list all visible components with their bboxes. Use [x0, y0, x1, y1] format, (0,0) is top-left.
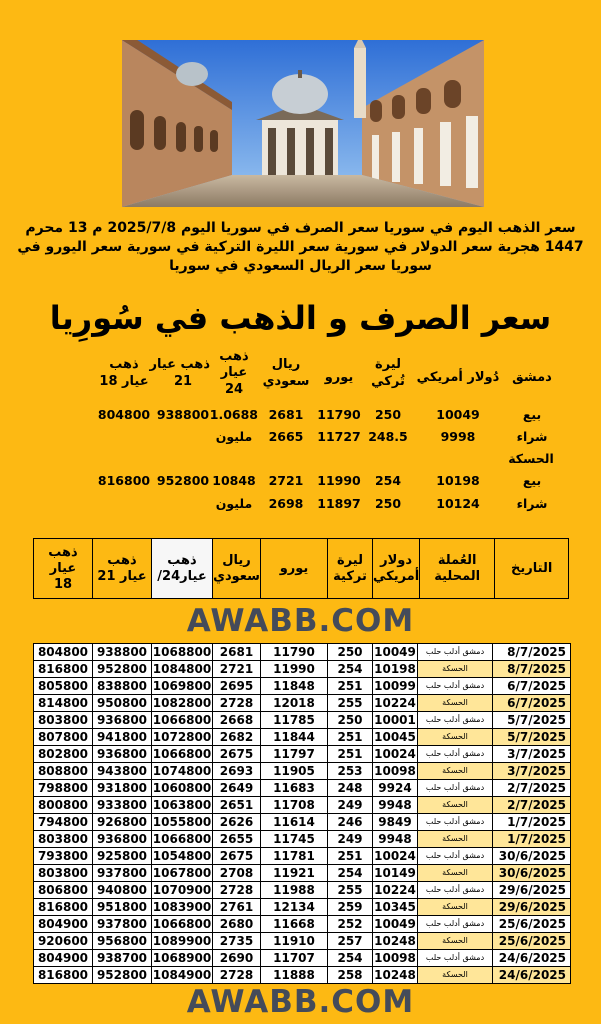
has-sell-eur: 11990: [317, 473, 361, 488]
cell-date: 30/6/2025: [493, 865, 571, 882]
table-row: [34, 729, 571, 746]
price-history-table: [33, 643, 571, 984]
cell-try: 250: [328, 712, 373, 729]
cell-date: 8/7/2025: [493, 661, 571, 678]
cell-usd: 10198: [374, 662, 416, 676]
cell-g21: 952800: [93, 967, 152, 984]
cell-sar: 2682: [213, 729, 261, 746]
cell-sar: 2728: [213, 882, 261, 899]
cell-loc: الحسكة: [418, 729, 493, 746]
cell-usd: 10049: [374, 917, 416, 931]
cell-loc: الحسكة: [418, 661, 493, 678]
cell-eur: 11988: [261, 882, 328, 899]
cell-sar: 2680: [213, 916, 261, 933]
dam-sell-eur: 11790: [317, 407, 361, 422]
cell-date: 3/7/2025: [493, 746, 571, 763]
cell-date: 8/7/2025: [493, 644, 571, 661]
th-date-text: التاريخ: [511, 560, 553, 576]
dam-sell-g21: 938800: [156, 407, 210, 422]
hdr-eur: يورو: [324, 370, 354, 385]
cell-usd: 10224: [374, 696, 416, 710]
cell-g21: 933800: [93, 797, 152, 814]
cell-date: 1/7/2025: [493, 814, 571, 831]
cell-eur: 11888: [261, 967, 328, 984]
cell-usd: 10001: [374, 713, 416, 727]
cell-loc: دمشق أدلب حلب: [418, 950, 493, 967]
cell-try: 251: [328, 848, 373, 865]
cell-usd: 10248: [374, 968, 416, 982]
cell-sar: 2695: [213, 678, 261, 695]
cell-loc: دمشق أدلب حلب: [418, 712, 493, 729]
dam-sell-try: 250: [374, 407, 402, 422]
cell-g21: 925800: [93, 848, 152, 865]
hdr-g21-a: ذهب عيار: [149, 357, 210, 372]
cell-loc: دمشق أدلب حلب: [418, 848, 493, 865]
table-row: [34, 933, 571, 950]
cell-g24: 1084800: [152, 662, 212, 676]
th-usd-b: أمريكي: [373, 568, 420, 584]
cell-loc: الحسكة: [418, 865, 493, 882]
cell-usd: 10098: [374, 764, 416, 778]
dam-sell-sar: 2681: [268, 407, 304, 422]
cell-sar: 2675: [213, 848, 261, 865]
th-usd: [373, 539, 420, 599]
cell-g18: 804900: [34, 916, 93, 933]
cell-g18: 816800: [34, 661, 93, 678]
cell-sar: 2708: [213, 865, 261, 882]
th-usd-a: دولار: [380, 552, 413, 568]
cell-g18: 800800: [34, 797, 93, 814]
th-eur: [261, 539, 328, 599]
cell-eur: 11790: [261, 644, 328, 661]
has-sell-try: 254: [374, 473, 402, 488]
table-row: [34, 644, 571, 661]
cell-usd: 10099: [374, 679, 416, 693]
cell-try: 259: [328, 899, 373, 916]
table-row: [34, 780, 571, 797]
hdr-g18-a: ذهب: [109, 357, 139, 372]
cell-sar: 2626: [213, 814, 261, 831]
cell-g21: 931800: [93, 780, 152, 797]
cell-g18: 793800: [34, 848, 93, 865]
has-buy-label: شراء: [516, 496, 548, 511]
page-headline: سعر الصرف و الذهب في سُورِيا: [49, 299, 552, 337]
cell-date: 30/6/2025: [493, 848, 571, 865]
cell-g24: 1072800: [152, 730, 212, 744]
cell-g18: 798800: [34, 780, 93, 797]
table-row: [34, 967, 571, 984]
th-g18-a: ذهب عيار: [48, 544, 78, 576]
cell-try: 251: [328, 678, 373, 695]
cell-g18: 803800: [34, 831, 93, 848]
dam-buy-try: 248.5: [368, 429, 408, 444]
cell-g21: 838800: [93, 678, 152, 695]
cell-date: 1/7/2025: [493, 831, 571, 848]
th-try-b: تركية: [333, 568, 367, 584]
th-try: [328, 539, 373, 599]
cell-g18: 806800: [34, 882, 93, 899]
th-sar-a: ريال: [222, 552, 251, 568]
cell-g21: 937800: [93, 865, 152, 882]
cell-try: 254: [328, 950, 373, 967]
cell-try: 248: [328, 780, 373, 797]
cell-sar: 2690: [213, 950, 261, 967]
th-local: [420, 539, 495, 599]
th-g21-b: عيار 21: [97, 568, 147, 584]
cell-loc: الحسكة: [418, 763, 493, 780]
hdr-usd: دُولار أمريكي: [416, 370, 500, 385]
rates-block: [0, 345, 601, 520]
hdr-g18-b: عيار 18: [99, 374, 149, 389]
cell-try: 257: [328, 933, 373, 950]
cell-loc: الحسكة: [418, 695, 493, 712]
cell-eur: 12018: [261, 695, 328, 712]
dam-buy-usd: 9998: [440, 429, 476, 444]
cell-try: 255: [328, 695, 373, 712]
cell-usd: 10248: [374, 934, 416, 948]
cell-g24: 1066800: [152, 917, 212, 931]
cell-g21: 952800: [93, 661, 152, 678]
th-try-a: ليرة: [337, 552, 363, 568]
hdr-try-b: تُركي: [371, 374, 405, 389]
th-g24-a: ذهب: [167, 552, 197, 568]
cell-sar: 2693: [213, 763, 261, 780]
table-row: [34, 865, 571, 882]
cell-try: 251: [328, 746, 373, 763]
cell-try: 254: [328, 661, 373, 678]
cell-g21: 936800: [93, 712, 152, 729]
cell-date: 24/6/2025: [493, 950, 571, 967]
hdr-region: دمشق: [512, 370, 552, 385]
cell-g18: 920600: [34, 933, 93, 950]
cell-sar: 2675: [213, 746, 261, 763]
th-g18-b: 18: [53, 576, 73, 592]
cell-g21: 950800: [93, 695, 152, 712]
dam-buy-g24: مليون: [215, 429, 253, 444]
intro-paragraph: سعر الذهب اليوم في سوريا سعر الصرف في سوريا اليوم 2025/7/8 م 13 محرم 1447 هجرية سعر الدولار في سورية سعر الليرة التركية في سورية سعر اليورو في سوريا سعر الريال السعودي في سوريا: [17, 220, 584, 274]
cell-sar: 2681: [213, 644, 261, 661]
cell-sar: 2721: [213, 661, 261, 678]
cell-date: 3/7/2025: [493, 763, 571, 780]
cell-eur: 11921: [261, 865, 328, 882]
cell-eur: 11797: [261, 746, 328, 763]
table-row: [34, 678, 571, 695]
cell-eur: 11844: [261, 729, 328, 746]
table-row: [34, 712, 571, 729]
brand-watermark-top: AWABB.COM: [186, 603, 415, 639]
cell-date: 5/7/2025: [493, 729, 571, 746]
cell-usd: 10049: [374, 645, 416, 659]
cell-g18: 803800: [34, 865, 93, 882]
cell-usd: 9948: [373, 797, 418, 814]
cell-eur: 11708: [261, 797, 328, 814]
table-row: [34, 814, 571, 831]
cell-usd: 10224: [374, 883, 416, 897]
cell-g24: 1067800: [152, 866, 212, 880]
cell-try: 251: [328, 729, 373, 746]
cell-g24: 1069800: [152, 679, 212, 693]
cell-date: 2/7/2025: [493, 797, 571, 814]
cell-loc: الحسكة: [418, 933, 493, 950]
has-sell-usd: 10198: [436, 473, 480, 488]
cell-eur: 11745: [261, 831, 328, 848]
cell-g24: 1063800: [152, 798, 212, 812]
cell-g21: 937800: [93, 916, 152, 933]
cell-g21: 936800: [93, 746, 152, 763]
hdr-sar-b: سعودي: [262, 374, 310, 389]
cell-usd: 10045: [374, 730, 416, 744]
cell-g21: 936800: [93, 831, 152, 848]
hdr-sar-a: ريال: [271, 357, 301, 372]
has-buy-eur: 11897: [317, 496, 361, 511]
cell-try: 252: [328, 916, 373, 933]
cell-usd: 9948: [373, 831, 418, 848]
cell-g18: 802800: [34, 746, 93, 763]
cell-eur: 11683: [261, 780, 328, 797]
cell-eur: 11905: [261, 763, 328, 780]
cell-loc: دمشق أدلب حلب: [418, 882, 493, 899]
cell-eur: 11781: [261, 848, 328, 865]
cell-g24: 1070900: [152, 883, 212, 897]
cell-g21: 940800: [93, 882, 152, 899]
cell-sar: 2728: [213, 967, 261, 984]
price-history-body: [34, 644, 571, 984]
cell-eur: 11990: [261, 661, 328, 678]
cell-loc: الحسكة: [418, 899, 493, 916]
th-date: [495, 539, 569, 599]
dam-sell-label: بيع: [522, 407, 542, 422]
table-row: [34, 797, 571, 814]
table-row: [34, 661, 571, 678]
cell-try: 249: [328, 797, 373, 814]
cell-eur: 11848: [261, 678, 328, 695]
table-row: [34, 882, 571, 899]
cell-g24: 1060800: [152, 781, 212, 795]
table-row: [34, 899, 571, 916]
hdr-g24-c: 24: [224, 382, 244, 397]
cell-sar: 2735: [213, 933, 261, 950]
cell-try: 253: [328, 763, 373, 780]
cell-usd: 10345: [374, 900, 416, 914]
cell-usd: 10149: [374, 866, 416, 880]
cell-usd: 10024: [374, 747, 416, 761]
cell-date: 29/6/2025: [493, 882, 571, 899]
dam-sell-usd: 10049: [436, 407, 480, 422]
cell-g24: 1068800: [152, 645, 212, 659]
th-local-text: العُملة المحلية: [434, 552, 481, 584]
cell-loc: دمشق أدلب حلب: [418, 780, 493, 797]
dam-buy-sar: 2665: [268, 429, 304, 444]
hdr-g24-b: عيار: [220, 365, 248, 380]
cell-g18: 803800: [34, 712, 93, 729]
cell-sar: 2668: [213, 712, 261, 729]
cell-try: 246: [328, 814, 373, 831]
cell-g21: 938800: [93, 644, 152, 661]
cell-usd: 9924: [373, 780, 418, 797]
th-sar: [213, 539, 261, 599]
cell-eur: 11614: [261, 814, 328, 831]
cell-loc: دمشق أدلب حلب: [418, 644, 493, 661]
has-sell-label: بيع: [522, 473, 542, 488]
cell-eur: 11707: [261, 950, 328, 967]
cell-try: 258: [328, 967, 373, 984]
cell-g18: 816800: [34, 899, 93, 916]
cell-g24: 1066800: [152, 832, 212, 846]
cell-try: 250: [328, 644, 373, 661]
th-sar-b: سعودي: [213, 568, 260, 584]
cell-g21: 941800: [93, 729, 152, 746]
cell-g21: 926800: [93, 814, 152, 831]
cell-g18: 807800: [34, 729, 93, 746]
has-sell-g24: 10848: [212, 473, 256, 488]
cell-g24: 1089900: [152, 934, 212, 948]
th-g24: [152, 539, 213, 599]
table-row: [34, 695, 571, 712]
cell-date: 25/6/2025: [493, 916, 571, 933]
cell-eur: 11785: [261, 712, 328, 729]
table-row: [34, 831, 571, 848]
cell-try: 249: [328, 831, 373, 848]
cell-try: 254: [328, 865, 373, 882]
cell-g21: 956800: [93, 933, 152, 950]
cell-g18: 816800: [34, 967, 93, 984]
dam-buy-eur: 11727: [317, 429, 361, 444]
cell-eur: 12134: [261, 899, 328, 916]
cell-usd: 9849: [373, 814, 418, 831]
cell-usd: 10098: [374, 951, 416, 965]
hdr-g21-b: 21: [173, 374, 193, 389]
cell-g18: 808800: [34, 763, 93, 780]
table-header: [33, 538, 569, 599]
cell-g18: 794800: [34, 814, 93, 831]
cell-g18: 805800: [34, 678, 93, 695]
table-row: [34, 848, 571, 865]
cell-date: 24/6/2025: [493, 967, 571, 984]
th-g21-a: ذهب: [107, 552, 137, 568]
cell-g24: 1055800: [152, 815, 212, 829]
cell-g18: 804800: [34, 644, 93, 661]
mosque-photo: [122, 40, 484, 207]
table-row: [34, 763, 571, 780]
cell-g21: 938700: [93, 950, 152, 967]
th-g21: [93, 539, 152, 599]
cell-eur: 11910: [261, 933, 328, 950]
table-row: [34, 746, 571, 763]
cell-g24: 1084900: [152, 968, 212, 982]
table-row: [34, 916, 571, 933]
cell-sar: 2649: [213, 780, 261, 797]
cell-g24: 1068900: [152, 951, 212, 965]
cell-g21: 951800: [93, 899, 152, 916]
table-row: [34, 950, 571, 967]
dam-sell-g24: 1.0688: [209, 407, 258, 422]
dam-sell-g18: 804800: [97, 407, 151, 422]
has-sell-g21: 952800: [156, 473, 210, 488]
cell-g24: 1083900: [152, 900, 212, 914]
cell-loc: دمشق أدلب حلب: [418, 678, 493, 695]
cell-sar: 2655: [213, 831, 261, 848]
cell-loc: الحسكة: [418, 831, 493, 848]
region-hasaka: الحسكة: [508, 451, 554, 466]
has-buy-g24: مليون: [215, 496, 253, 511]
cell-loc: دمشق أدلب حلب: [418, 746, 493, 763]
cell-sar: 2728: [213, 695, 261, 712]
cell-g21: 943800: [93, 763, 152, 780]
cell-usd: 10024: [374, 849, 416, 863]
has-buy-sar: 2698: [268, 496, 304, 511]
cell-loc: الحسكة: [418, 967, 493, 984]
cell-sar: 2651: [213, 797, 261, 814]
cell-date: 25/6/2025: [493, 933, 571, 950]
cell-date: 29/6/2025: [493, 899, 571, 916]
dam-buy-label: شراء: [516, 429, 548, 444]
cell-g24: 1066800: [152, 713, 212, 727]
has-buy-try: 250: [374, 496, 402, 511]
cell-sar: 2761: [213, 899, 261, 916]
cell-date: 6/7/2025: [493, 695, 571, 712]
cell-g24: 1082800: [152, 696, 212, 710]
cell-loc: الحسكة: [418, 797, 493, 814]
hdr-try-a: ليرة: [375, 357, 401, 372]
th-eur-text: يورو: [279, 560, 309, 576]
has-buy-usd: 10124: [436, 496, 480, 511]
cell-g24: 1066800: [152, 747, 212, 761]
hdr-g24-a: ذهب: [219, 349, 249, 364]
brand-watermark-bottom: AWABB.COM: [186, 984, 415, 1020]
cell-g24: 1054800: [152, 849, 212, 863]
th-g18: [34, 539, 93, 599]
cell-eur: 11668: [261, 916, 328, 933]
cell-loc: دمشق أدلب حلب: [418, 814, 493, 831]
cell-date: 5/7/2025: [493, 712, 571, 729]
cell-g18: 814800: [34, 695, 93, 712]
cell-date: 2/7/2025: [493, 780, 571, 797]
th-g24-b: عيار24/: [157, 568, 207, 584]
cell-g24: 1074800: [152, 764, 212, 778]
cell-loc: دمشق أدلب حلب: [418, 916, 493, 933]
has-sell-g18: 816800: [97, 473, 151, 488]
cell-try: 255: [328, 882, 373, 899]
cell-g18: 804900: [34, 950, 93, 967]
cell-date: 6/7/2025: [493, 678, 571, 695]
has-sell-sar: 2721: [268, 473, 304, 488]
